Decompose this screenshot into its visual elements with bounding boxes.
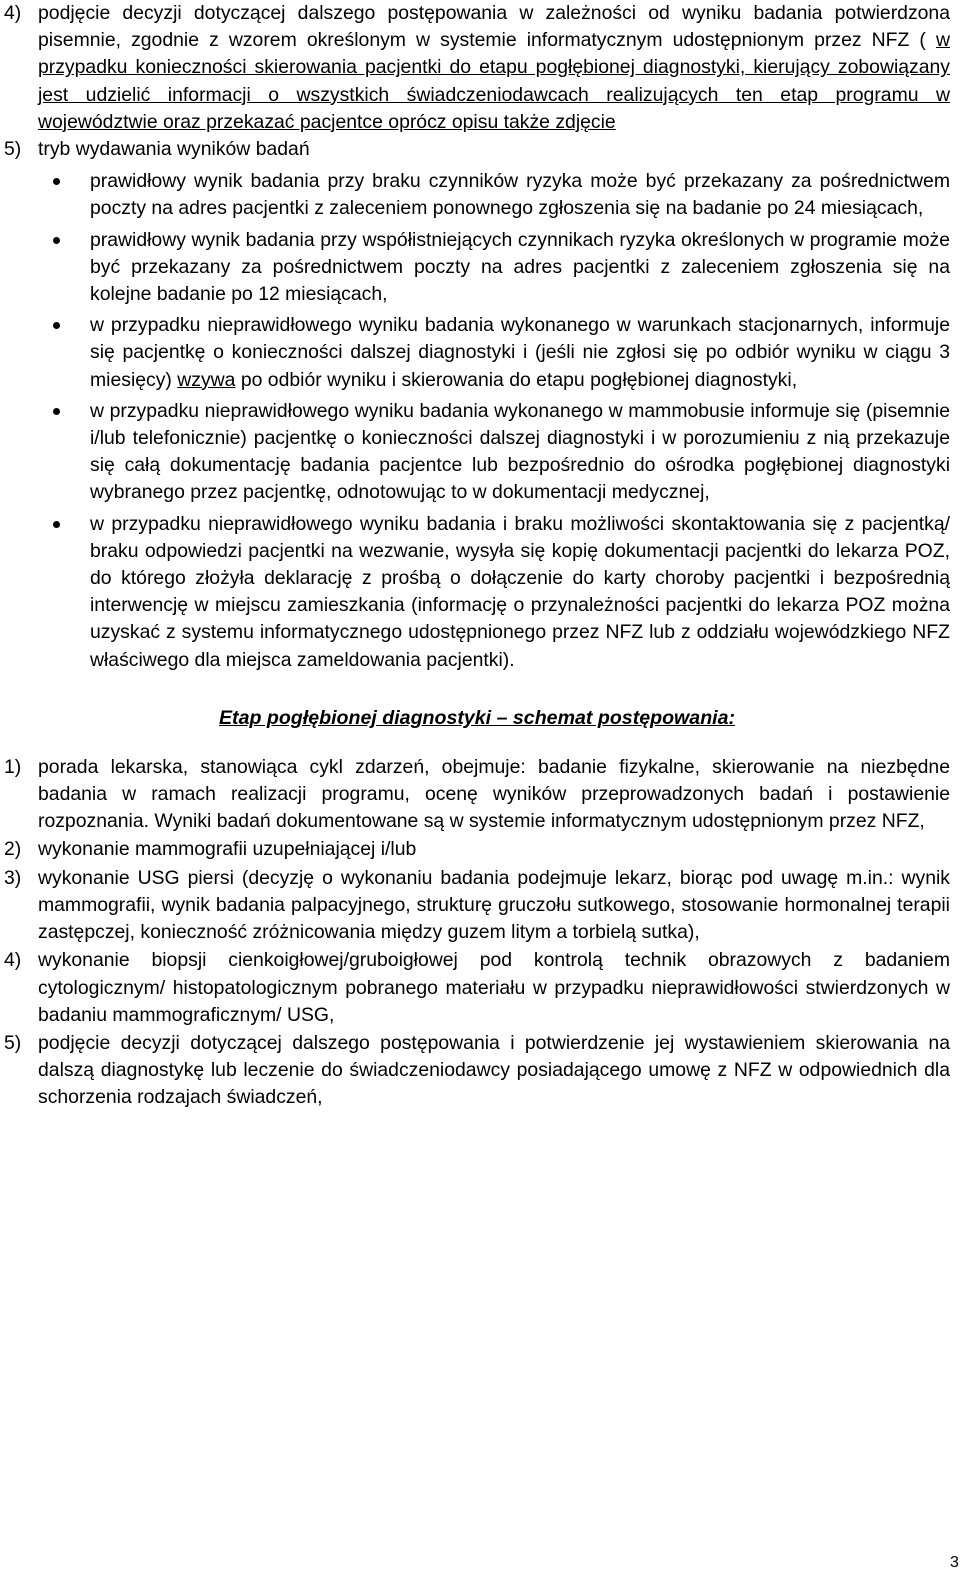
bullet-item [4,168,950,222]
step-text: porada lekarska, stanowiąca cykl zdarzeń, obejmuje: badanie fizykalne, skierowanie na niezbędne badania w ramach realizacji programu, ocenę wyników przeprowadzonych badań i postawienie rozpoznania. Wyniki badań dokumentowane są w systemie informatycznym udostępnionym przez NFZ, [38,755,950,833]
bullet-dot-icon [53,521,60,528]
step-number: 4) [4,949,22,972]
bullet-text [90,312,950,394]
bullet-item [4,312,950,394]
step-number: 3) [4,866,22,889]
list-item-5 [4,136,950,163]
bullet-item [4,227,950,309]
step-text: wykonanie USG piersi (decyzję o wykonaniu badania podejmuje lekarz, biorąc pod uwagę m.in.: wynik mammografii, wynik badania palpacyjnego, strukturę gruczołu sutkowego, stosowanie hormonalnej terapii zastępczej, konieczność zróżnicowania między guzem litym a torbielą sutka), [38,866,950,944]
step-number: 1) [4,755,22,778]
bullet-dot-icon [53,178,60,185]
item5-title: tryb wydawania wyników badań [38,138,310,161]
bullet-underlined-word: wzywa [177,368,236,391]
bullet-dot-icon [53,408,60,415]
bullet-text-after: po odbiór wyniku i skierowania do etapu pogłębionej diagnostyki, [235,368,798,391]
page-number: 3 [950,1554,959,1571]
bullet-dot-icon [53,322,60,329]
bullet-text: prawidłowy wynik badania przy braku czynników ryzyka może być przekazany za pośrednictwem poczty na adres pacjentki z zaleceniem ponownego zgłoszenia się na badanie po 24 miesiącach, [90,170,950,220]
bullet-text-before: w przypadku nieprawidłowego wyniku badania wykonanego w warunkach stacjonarnych, informuje się pacjentkę o konieczności dalszej diagnostyki i (jeśli nie zgłosi się po odbiór wyniku w ciągu 3 miesięcy) [90,314,950,391]
step-item [4,836,950,863]
diagnostics-steps-list [4,754,950,1112]
bullet-dot-icon [53,237,60,244]
step-text: wykonanie mammografii uzupełniającej i/lub [38,838,417,861]
top-item-text [38,0,950,136]
section-heading: Etap pogłębionej diagnostyki – schemat postępowania: [218,706,736,729]
bullet-text: w przypadku nieprawidłowego wyniku badania wykonanego w mammobusie informuje się (pisemnie i/lub telefonicznie) pacjentkę o konieczności dalszej diagnostyki i w porozumieniu z nią przekazuje się całą dokumentację badania pacjentce lub bezpośrednio do ośrodka pogłębionej diagnostyki wybranego przez pacjentkę, odnotowując to w dokumentacji medycznej, [90,399,950,504]
item5-body [38,136,950,163]
step-item [4,754,950,836]
step-item [4,865,950,947]
bullet-item [4,511,950,674]
top-list-item-4 [4,0,950,136]
top-item-underlined-text: w przypadku konieczności skierowania pacjentki do etapu pogłębionej diagnostyki, kierujący zobowiązany jest udzielić informacji o wszystkich świadczeniodawcach realizujących ten etap programu w województwie oraz przekazać pacjentce oprócz opisu także zdjęcie [38,29,950,133]
item5-number: 5) [4,138,22,161]
bullet-text: w przypadku nieprawidłowego wyniku badania i braku możliwości skontaktowania się z pacjentką/ braku odpowiedzi pacjentki na wezwanie, wysyła się kopię dokumentacji pacjentki do lekarza POZ, do którego złożyła deklarację z prośbą o dołączenie do karty choroby pacjentki i bezpośrednią interwencję w miejscu zamieszkania (informację o przynależności pacjentki do lekarza POZ można uzyskać z systemu informatycznego udostępnionego przez NFZ lub z oddziału wojewódzkiego NFZ właściwego dla miejsca zameldowania pacjentki). [90,512,950,671]
step-number: 2) [4,838,22,861]
top-item-number: 4) [4,2,22,24]
step-text: podjęcie decyzji dotyczącej dalszego postępowania i potwierdzenie jej wystawieniem skierowania na dalszą diagnostykę lub leczenie do świadczeniodawcy posiadającego umowę z NFZ w odpowiednich dla schorzenia rodzajach świadczeń, [38,1031,950,1109]
step-number: 5) [4,1031,22,1054]
step-text: wykonanie biopsji cienkoigłowej/gruboigłowej pod kontrolą technik obrazowych z badaniem cytologicznym/ histopatologicznym pobranego materiału w przypadku nieprawidłowości stwierdzonych w badaniu mammograficznym/ USG, [38,949,950,1026]
bullet-text: prawidłowy wynik badania przy współistniejących czynnikach ryzyka określonych w programie może być przekazany za pośrednictwem poczty na adres pacjentki z zaleceniem zgłoszenia się na kolejne badanie po 12 miesiącach, [90,228,950,306]
bullet-item [4,398,950,507]
step-item [4,1030,950,1112]
result-delivery-bullets [4,168,950,674]
top-item-text-plain: podjęcie decyzji dotyczącej dalszego postępowania w zależności od wyniku badania potwierdzona pisemnie, zgodnie z wzorem określonym w systemie informatycznym udostępnionym przez NFZ ( [38,2,950,52]
step-item [4,947,950,1029]
